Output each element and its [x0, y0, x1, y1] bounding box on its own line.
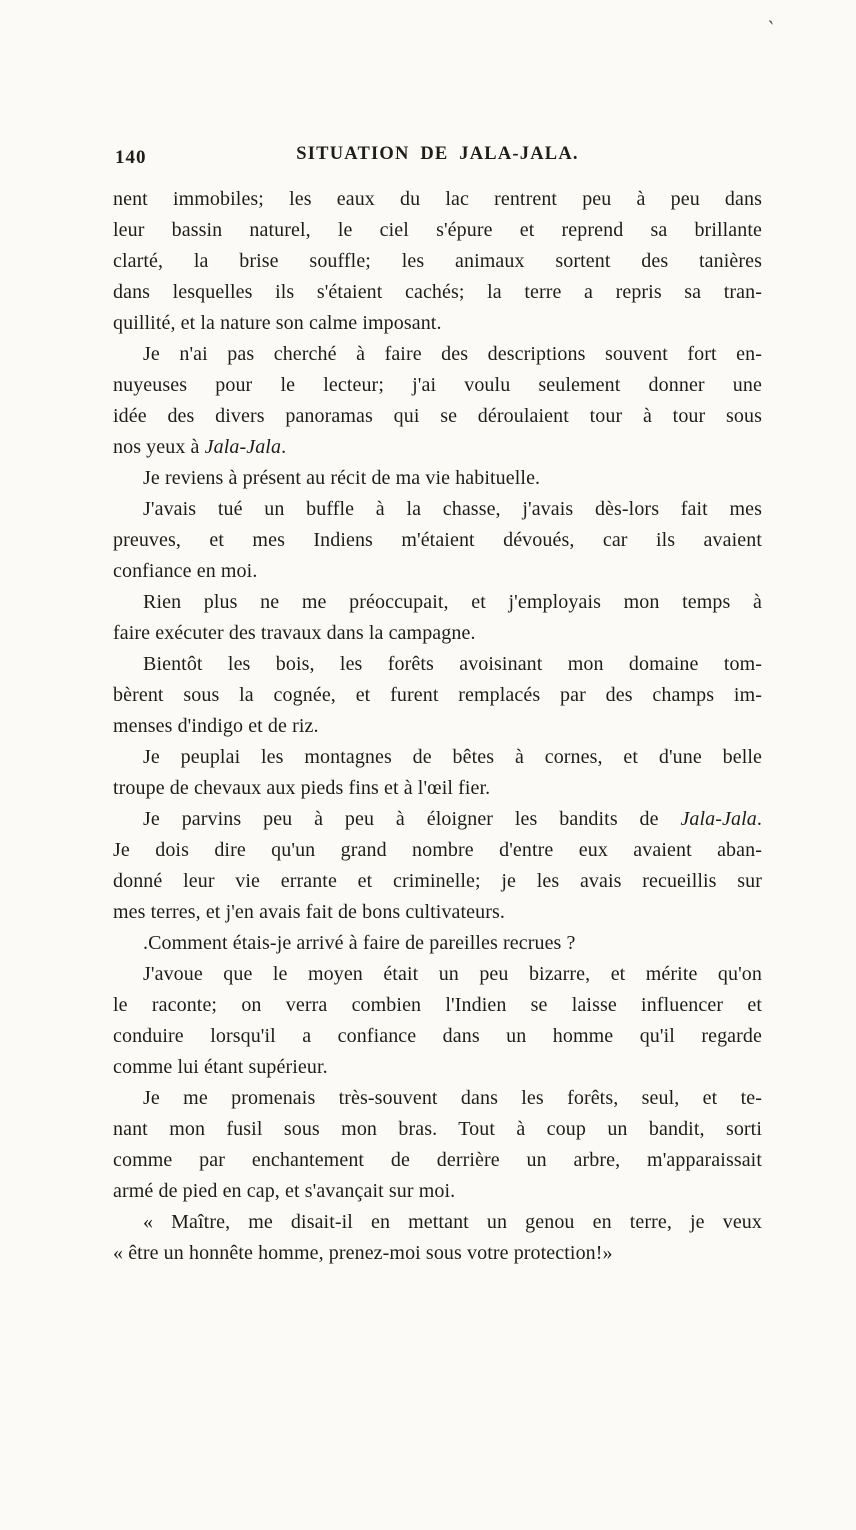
text-segment: clarté, la brise souffle; les animaux sortent des tanières: [113, 250, 762, 272]
text-segment: dans lesquelles ils s'étaient cachés; la terre a repris sa tran-: [113, 281, 762, 303]
scan-artifact: `: [763, 15, 776, 42]
text-line: [113, 928, 762, 959]
paragraph: [113, 184, 762, 339]
text-segment: J'avais tué un buffle à la chasse, j'avais dès-lors fait mes: [143, 498, 762, 520]
text-segment: Je dois dire qu'un grand nombre d'entre eux avaient aban-: [113, 839, 762, 861]
text-line: [113, 1176, 762, 1207]
text-line: [113, 525, 762, 556]
text-segment: nos yeux à: [113, 436, 205, 458]
text-segment: .Comment étais-je arrivé à faire de pareilles recrues ?: [143, 932, 576, 954]
text-segment: .: [756, 808, 762, 830]
text-segment: troupe de chevaux aux pieds fins et à l'œil fier.: [113, 777, 491, 799]
paragraph: [113, 463, 762, 494]
text-line: [113, 959, 762, 990]
text-line: [113, 990, 762, 1021]
italic-text: Jala-Jala: [680, 808, 757, 830]
text-line: [113, 649, 762, 680]
text-line: [113, 618, 762, 649]
text-segment: le raconte; on verra combien l'Indien se laisse influencer et: [113, 994, 762, 1016]
text-segment: bèrent sous la cognée, et furent remplacés par des champs im-: [113, 684, 762, 706]
text-line: [113, 277, 762, 308]
page-header: [113, 144, 762, 174]
text-segment: Je parvins peu à peu à éloigner les bandits de: [143, 808, 681, 830]
paragraph: [113, 1083, 762, 1207]
text-segment: Rien plus ne me préoccupait, et j'employais mon temps à: [143, 591, 762, 613]
paragraph: [113, 649, 762, 742]
paragraph: [113, 339, 762, 463]
text-line: [113, 866, 762, 897]
page-body: [113, 184, 762, 1269]
paragraph: [113, 1207, 762, 1269]
text-segment: donné leur vie errante et criminelle; je les avais recueillis sur: [113, 870, 762, 892]
text-line: [113, 742, 762, 773]
text-segment: « Maître, me disait-il en mettant un genou en terre, je veux: [143, 1211, 762, 1233]
text-line: [113, 1207, 762, 1238]
text-line: [113, 680, 762, 711]
paragraph: [113, 742, 762, 804]
paragraph: [113, 804, 762, 928]
text-segment: Je n'ai pas cherché à faire des descriptions souvent fort en-: [143, 343, 762, 365]
text-segment: J'avoue que le moyen était un peu bizarre, et mérite qu'on: [143, 963, 762, 985]
text-line: [113, 432, 762, 463]
text-segment: nuyeuses pour le lecteur; j'ai voulu seulement donner une: [113, 374, 762, 396]
running-title: SITUATION DE JALA-JALA.: [296, 144, 579, 164]
text-segment: comme lui étant supérieur.: [113, 1056, 328, 1078]
text-line: [113, 1238, 762, 1269]
text-segment: preuves, et mes Indiens m'étaient dévoués, car ils avaient: [113, 529, 762, 551]
text-segment: nent immobiles; les eaux du lac rentrent peu à peu dans: [113, 188, 762, 210]
text-line: [113, 804, 762, 835]
text-line: [113, 370, 762, 401]
text-segment: menses d'indigo et de riz.: [113, 715, 319, 737]
paragraph: [113, 494, 762, 587]
text-segment: idée des divers panoramas qui se déroulaient tour à tour sous: [113, 405, 762, 427]
text-line: [113, 1052, 762, 1083]
text-segment: « être un honnête homme, prenez-moi sous votre protection!»: [113, 1242, 613, 1264]
italic-text: Jala-Jala: [204, 436, 282, 458]
text-line: [113, 835, 762, 866]
text-segment: Je me promenais très-souvent dans les forêts, seul, et te-: [143, 1087, 762, 1109]
text-line: [113, 184, 762, 215]
text-line: [113, 1021, 762, 1052]
text-line: [113, 308, 762, 339]
text-line: [113, 773, 762, 804]
text-line: [113, 1114, 762, 1145]
text-segment: Je reviens à présent au récit de ma vie habituelle.: [143, 467, 541, 489]
text-segment: faire exécuter des travaux dans la campagne.: [113, 622, 476, 644]
text-line: [113, 897, 762, 928]
text-line: [113, 587, 762, 618]
text-line: [113, 246, 762, 277]
text-segment: .: [281, 436, 287, 458]
text-line: [113, 1083, 762, 1114]
page-number: 140: [115, 147, 147, 168]
paragraph: [113, 959, 762, 1083]
text-line: [113, 556, 762, 587]
text-segment: Bientôt les bois, les forêts avoisinant mon domaine tom-: [143, 653, 762, 675]
text-segment: leur bassin naturel, le ciel s'épure et reprend sa brillante: [113, 219, 762, 241]
text-segment: Je peuplai les montagnes de bêtes à cornes, et d'une belle: [143, 746, 762, 768]
text-line: [113, 1145, 762, 1176]
text-line: [113, 215, 762, 246]
text-segment: confiance en moi.: [113, 560, 258, 582]
text-segment: nant mon fusil sous mon bras. Tout à coup un bandit, sorti: [113, 1118, 762, 1140]
paragraph: [113, 928, 762, 959]
text-line: [113, 339, 762, 370]
paragraph: [113, 587, 762, 649]
text-line: [113, 463, 762, 494]
text-segment: conduire lorsqu'il a confiance dans un homme qu'il regarde: [113, 1025, 762, 1047]
text-segment: mes terres, et j'en avais fait de bons cultivateurs.: [113, 901, 506, 923]
text-segment: armé de pied en cap, et s'avançait sur moi.: [113, 1180, 456, 1202]
text-segment: quillité, et la nature son calme imposant.: [113, 312, 442, 334]
text-line: [113, 494, 762, 525]
text-line: [113, 711, 762, 742]
text-segment: comme par enchantement de derrière un arbre, m'apparaissait: [113, 1149, 762, 1171]
text-line: [113, 401, 762, 432]
